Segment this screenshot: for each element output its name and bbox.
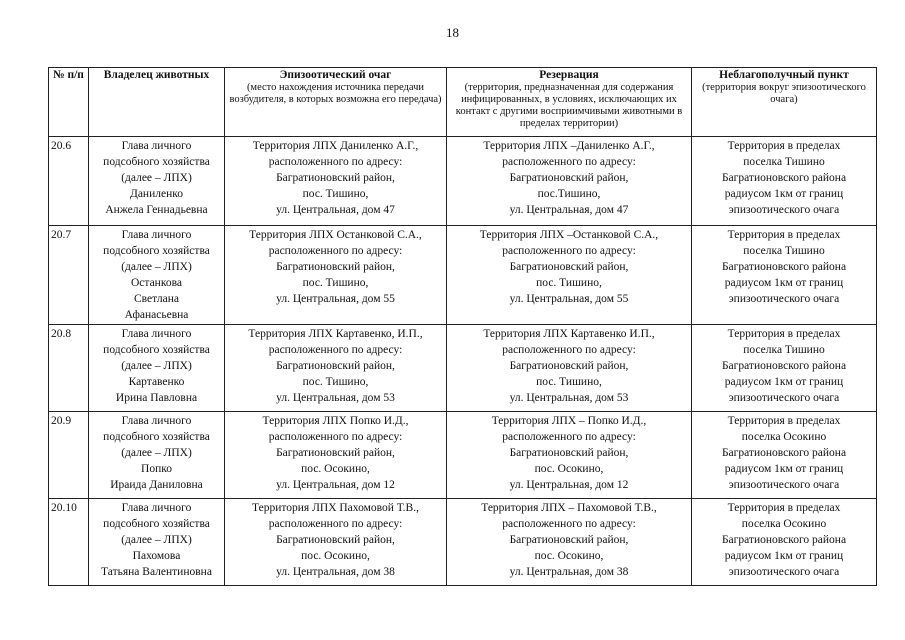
cell-text-line: пос. Осокино, [301,550,370,562]
cell-text-line: пос. Осокино, [534,463,604,475]
cell-text-line: Ираида Даниловна [110,479,203,491]
cell-text-line: Глава личного [121,328,192,340]
cell-text-line: Афанасьевна [124,309,189,321]
cell-text-line: подсобного хозяйства [103,344,210,356]
cell-text-line: Территория ЛПХ –Останковой С.А., [479,229,659,241]
cell-text-line: расположенного по адресу: [502,518,636,530]
cell-text-line: эпизоотического очага [728,392,840,404]
cell-text-line: Багратионовский район, [509,447,629,459]
cell-text-line: Багратионовский район, [509,534,629,546]
column-subtitle: (место нахождения источника передачи возбудителя, в которых возможна его передача) [229,82,442,105]
column-subtitle: (территория, предназначенная для содержания инфицированных, в условиях, исключающих их контакт с другими восприимчивыми животными в пределах территории) [455,82,683,129]
cell-text-line: Картавенко [128,376,185,388]
cell-reservation [447,499,692,586]
cell-text-line: Территория в пределах [727,328,841,340]
cell-text-line: ул. Центральная, дом 53 [509,392,629,404]
column-header-owner [89,68,225,137]
cell-text-line: (далее – ЛПХ) [121,172,192,184]
cell-text-line: Территория ЛПХ Останковой С.А., [249,229,422,241]
column-title: Неблагополучный пункт [719,69,849,81]
table-row [49,499,877,586]
cell-point [692,137,877,226]
cell-text-line: подсобного хозяйства [103,518,210,530]
cell-text-line: поселка Тишино [743,156,825,168]
cell-reservation [447,412,692,499]
cell-text-line: пос. Тишино, [536,376,602,388]
cell-text-line: Территория ЛПХ Пахомовой Т.В., [252,502,419,514]
cell-owner [89,226,225,325]
cell-text-line: Территория в пределах [727,140,841,152]
column-header-focus [225,68,447,137]
column-header-reservation [447,68,692,137]
cell-text-line: пос. Тишино, [536,277,602,289]
cell-text-line: поселка Осокино [741,431,827,443]
cell-text-line: поселка Тишино [743,344,825,356]
cell-reservation [447,226,692,325]
column-title: Владелец животных [103,69,210,81]
cell-text-line: Светлана [134,293,179,305]
cell-text-line: расположенного по адресу: [268,518,403,530]
table-body [49,137,877,586]
column-subtitle: (территория вокруг эпизоотического очага) [702,82,866,105]
cell-text-line: Багратионовский район, [276,261,395,273]
cell-text-line: Багратионовского района [721,360,847,372]
cell-text-line: Пахомова [132,550,181,562]
cell-focus [225,499,447,586]
cell-owner [89,412,225,499]
cell-text-line: Территория ЛПХ – Попко И.Д., [491,415,647,427]
outbreak-table [48,67,877,586]
column-title: Эпизоотический очаг [279,69,392,81]
cell-text-line: Территория ЛПХ Попко И.Д., [262,415,409,427]
cell-text-line: эпизоотического очага [728,293,840,305]
cell-reservation [447,325,692,412]
cell-text-line: Глава личного [121,229,192,241]
cell-text-line: Анжела Геннадьевна [105,204,208,216]
cell-text-line: расположенного по адресу: [502,156,636,168]
cell-text-line: Глава личного [121,140,192,152]
cell-text-line: расположенного по адресу: [268,245,403,257]
cell-text-line: Попко [141,463,172,475]
cell-text-line: пос. Осокино, [534,550,604,562]
cell-owner [89,137,225,226]
cell-text-line: пос. Осокино, [301,463,370,475]
cell-text-line: Останкова [131,277,182,289]
cell-focus [225,412,447,499]
column-title: Резервация [539,69,599,81]
cell-text-line: расположенного по адресу: [268,344,403,356]
cell-text-line: пос. Тишино, [302,277,369,289]
cell-text-line: ул. Центральная, дом 55 [509,293,629,305]
cell-text-line: расположенного по адресу: [268,156,403,168]
cell-text-line: расположенного по адресу: [502,245,636,257]
cell-text-line: радиусом 1км от границ [724,277,844,289]
cell-text-line: Территория в пределах [727,502,841,514]
cell-text-line: Ирина Павловна [115,392,198,404]
cell-text-line: ул. Центральная, дом 53 [276,392,395,404]
cell-text-line: пос. Тишино, [302,376,369,388]
cell-text-line: Багратионовского района [721,534,847,546]
cell-text-line: Багратионовский район, [276,360,395,372]
cell-point [692,325,877,412]
cell-text-line: ул. Центральная, дом 47 [509,204,629,216]
cell-text-line: расположенного по адресу: [502,344,636,356]
cell-text-line: Багратионовский район, [276,172,395,184]
table-header-row [49,68,877,137]
cell-text-line: (далее – ЛПХ) [121,447,192,459]
cell-text-line: Даниленко [129,188,183,200]
table-row [49,226,877,325]
cell-num: 20.7 [49,226,89,325]
cell-text-line: ул. Центральная, дом 12 [276,479,395,491]
cell-text-line: радиусом 1км от границ [724,463,844,475]
cell-text-line: ул. Центральная, дом 55 [276,293,395,305]
cell-text-line: Территория ЛПХ – Пахомовой Т.В., [481,502,657,514]
cell-num: 20.9 [49,412,89,499]
cell-text-line: Багратионовского района [721,172,847,184]
cell-text-line: подсобного хозяйства [103,245,210,257]
cell-text-line: Татьяна Валентиновна [101,566,212,578]
cell-text-line: Багратионовский район, [509,261,629,273]
cell-text-line: ул. Центральная, дом 38 [509,566,629,578]
cell-text-line: поселка Тишино [743,245,825,257]
cell-text-line: Территория в пределах [727,229,841,241]
cell-text-line: радиусом 1км от границ [724,550,844,562]
table-row [49,137,877,226]
table-row [49,412,877,499]
cell-text-line: ул. Центральная, дом 12 [509,479,629,491]
cell-text-line: Территория ЛПХ Картавенко, И.П., [248,328,423,340]
cell-text-line: расположенного по адресу: [268,431,403,443]
column-header-point [692,68,877,137]
cell-text-line: поселка Осокино [741,518,827,530]
cell-focus [225,137,447,226]
cell-text-line: Багратионовский район, [276,534,395,546]
cell-text-line: эпизоотического очага [728,479,840,491]
cell-point [692,226,877,325]
cell-text-line: Багратионовского района [721,447,847,459]
cell-owner [89,325,225,412]
cell-point [692,412,877,499]
cell-text-line: эпизоотического очага [728,204,840,216]
cell-text-line: (далее – ЛПХ) [121,534,192,546]
cell-text-line: радиусом 1км от границ [724,376,844,388]
cell-owner [89,499,225,586]
cell-num: 20.10 [49,499,89,586]
cell-text-line: подсобного хозяйства [103,156,210,168]
cell-text-line: пос. Тишино, [302,188,369,200]
cell-text-line: ул. Центральная, дом 38 [276,566,395,578]
cell-text-line: Территория в пределах [727,415,841,427]
cell-text-line: Территория ЛПХ Картавенко И.П., [483,328,655,340]
cell-text-line: Территория ЛПХ Даниленко А.Г., [252,140,419,152]
cell-reservation [447,137,692,226]
cell-text-line: Глава личного [121,502,192,514]
cell-focus [225,226,447,325]
cell-num: 20.8 [49,325,89,412]
cell-text-line: пос.Тишино, [537,188,601,200]
cell-num: 20.6 [49,137,89,226]
cell-text-line: подсобного хозяйства [103,431,210,443]
cell-text-line: Багратионовский район, [276,447,395,459]
cell-text-line: Багратионовский район, [509,172,629,184]
cell-point [692,499,877,586]
cell-focus [225,325,447,412]
cell-text-line: расположенного по адресу: [502,431,636,443]
cell-text-line: эпизоотического очага [728,566,840,578]
column-title: № п/п [53,69,84,81]
cell-text-line: радиусом 1км от границ [724,188,844,200]
cell-text-line: Территория ЛПХ –Даниленко А.Г., [483,140,655,152]
cell-text-line: ул. Центральная, дом 47 [276,204,395,216]
table-row [49,325,877,412]
cell-text-line: Багратионовского района [721,261,847,273]
page-number: 18 [446,25,459,40]
cell-text-line: (далее – ЛПХ) [121,360,192,372]
cell-text-line: Багратионовский район, [509,360,629,372]
cell-text-line: Глава личного [121,415,192,427]
cell-text-line: (далее – ЛПХ) [121,261,192,273]
column-header-num [49,68,89,137]
